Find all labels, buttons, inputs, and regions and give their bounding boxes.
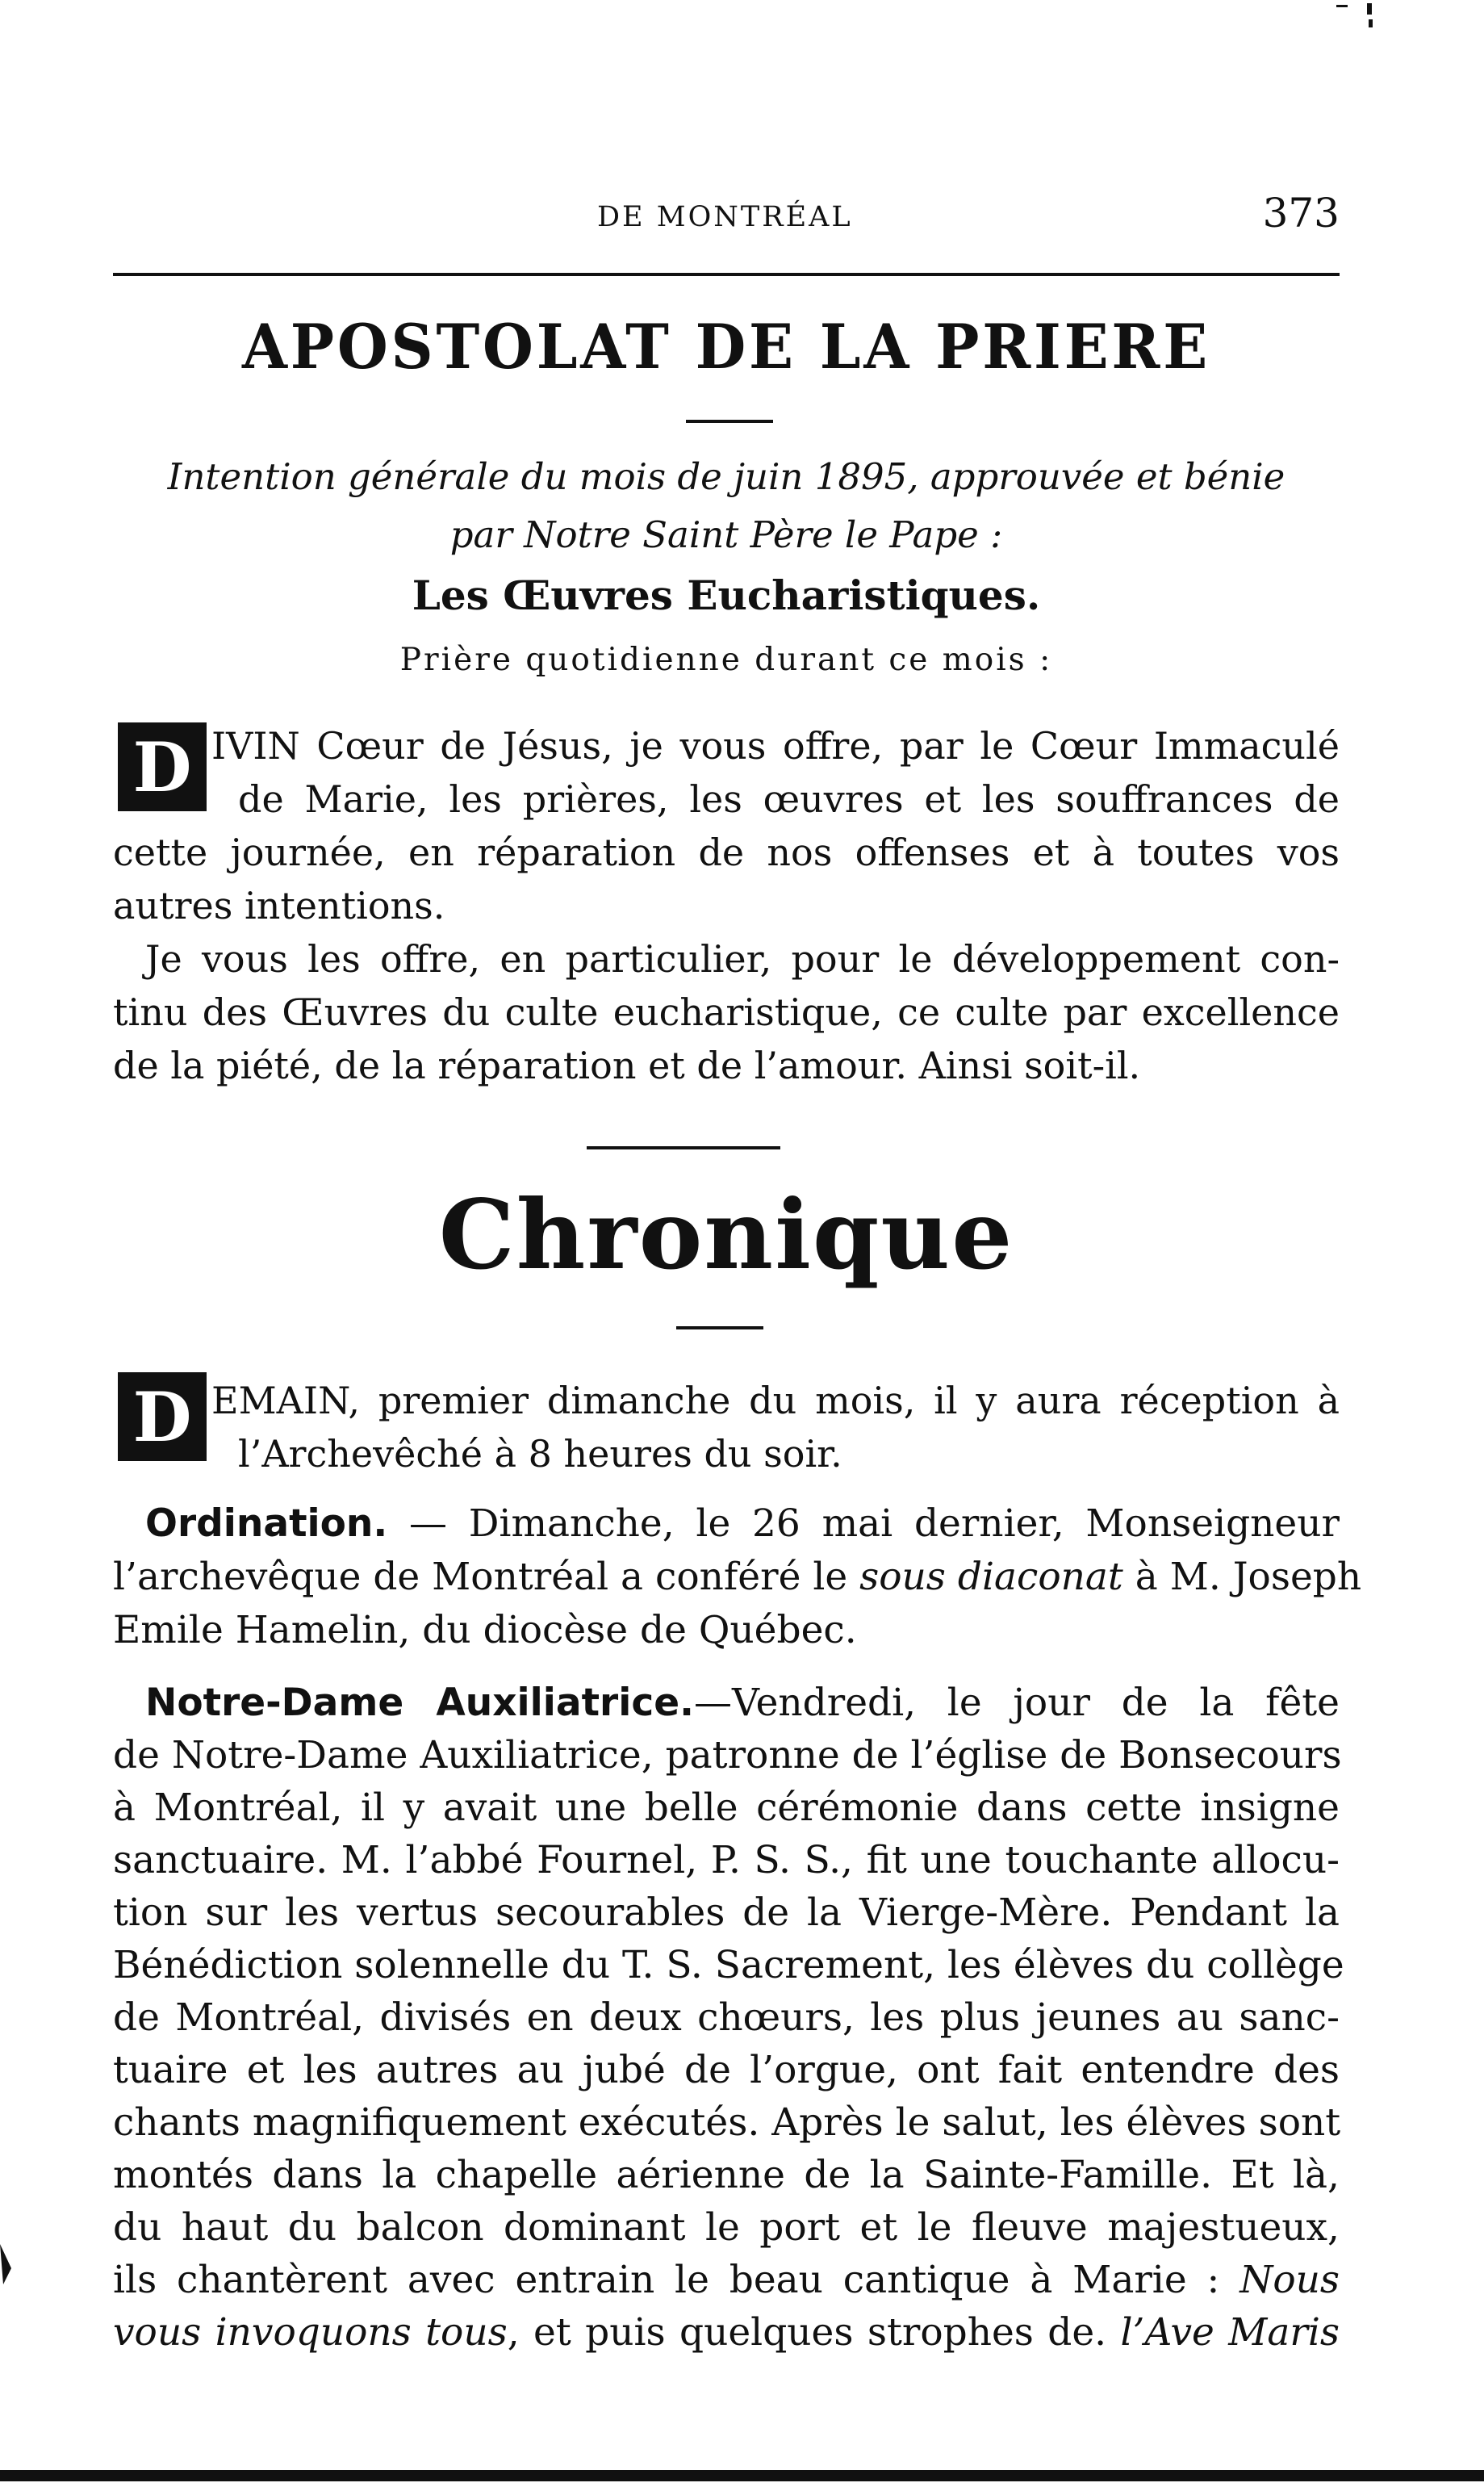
ordination-text: l’archevêque de Montréal a conféré le [113, 1555, 860, 1599]
prayer-line: tinu des Œuvres du culte eucharistique, ce culte par excellence [113, 990, 1340, 1034]
title-rule [676, 1326, 763, 1329]
running-head: DE MONTRÉAL [597, 201, 853, 233]
notre-dame-line: de Notre-Dame Auxiliatrice, patronne de l’église de Bonsecours [113, 1733, 1342, 1777]
header-rule [113, 273, 1340, 276]
notre-dame-line: chants magnifiquement exécutés. Après le salut, les élèves sont [113, 2100, 1341, 2145]
title-rule [686, 420, 773, 423]
demain-line: EMAIN, premier dimanche du mois, il y aura réception à [211, 1379, 1340, 1422]
notre-dame-italic: vous invoquons tous [113, 2310, 508, 2355]
notre-dame-line: de Montréal, divisés en deux chœurs, les plus jeunes au sanc- [113, 1995, 1340, 2040]
prayer-line: IVIN Cœur de Jésus, je vous offre, par le Cœur Immaculé [211, 724, 1340, 768]
notre-dame-line: montés dans la chapelle aérienne de la Sainte-Famille. Et là, [113, 2153, 1340, 2197]
intention-line-2: par Notre Saint Père le Pape : [449, 513, 1003, 556]
prayer-heading: Prière quotidienne durant ce mois : [399, 642, 1053, 678]
prayer-line: Je vous les offre, en particulier, pour le développement con- [145, 937, 1340, 981]
notre-dame-line: du haut du balcon dominant le port et le fleuve majestueux, [113, 2205, 1340, 2250]
notre-dame-italic: l’Ave Maris [1120, 2310, 1340, 2355]
dropcap-divin [118, 722, 207, 811]
section-divider [587, 1146, 780, 1149]
notre-dame-line: tion sur les vertus secourables de la Vierge-Mère. Pendant la [113, 1890, 1340, 1935]
dropcap-letter: D [132, 1376, 192, 1457]
ordination-line-3: Emile Hamelin, du diocèse de Québec. [113, 1608, 857, 1652]
notre-dame-text: ils chantèrent avec entrain le beau cantique à Marie : [113, 2258, 1240, 2302]
notre-dame-heading: Notre-Dame Auxiliatrice. [145, 1681, 694, 1725]
prayer-line: de Marie, les prières, les œuvres et les souffrances de [238, 777, 1340, 821]
page-bottom-edge [0, 2470, 1484, 2481]
prayer-line: de la piété, de la réparation et de l’amour. Ainsi soit-il. [113, 1044, 1141, 1087]
binding-edge-mark [0, 2179, 15, 2487]
prayer-line: autres intentions. [113, 884, 445, 927]
ordination-text: — Dimanche, le 26 mai dernier, Monseigneur [387, 1501, 1340, 1546]
section-title-chronique: Chronique [438, 1179, 1014, 1291]
intention-text [113, 448, 1340, 564]
notre-dame-line-12 [113, 2258, 1340, 2302]
notre-dame-line: Bénédiction solennelle du T. S. Sacrement, les élèves du collège [113, 1943, 1344, 1987]
ordination-heading: Ordination. [145, 1501, 388, 1546]
ordination-italic: sous diaconat [859, 1555, 1123, 1599]
ordination-line-1 [145, 1501, 1340, 1546]
notre-dame-line: à Montréal, il y avait une belle cérémonie dans cette insigne [113, 1786, 1340, 1830]
notre-dame-italic: Nous [1239, 2258, 1340, 2302]
ordination-text: à M. Joseph [1122, 1555, 1362, 1599]
notre-dame-text: , et puis quelques strophes de. [507, 2310, 1121, 2355]
notre-dame-text: —Vendredi, le jour de la fête [693, 1681, 1340, 1725]
notre-dame-line: sanctuaire. M. l’abbé Fournel, P. S. S., fit une touchante allocu- [113, 1838, 1340, 1882]
dropcap-letter: D [132, 726, 192, 807]
demain-line: l’Archevêché à 8 heures du soir. [238, 1432, 842, 1476]
ordination-line-2 [113, 1555, 1362, 1599]
corner-scan-marks [1331, 0, 1380, 32]
dropcap-demain [118, 1372, 207, 1461]
section-title-apostolat: APOSTOLAT DE LA PRIERE [241, 311, 1211, 383]
page-header [113, 190, 1340, 246]
intention-line-1: Intention générale du mois de juin 1895, approuvée et bénie [167, 455, 1285, 498]
notre-dame-line: tuaire et les autres au jubé de l’orgue, ont fait entendre des [113, 2048, 1340, 2092]
page-number: 373 [1262, 190, 1340, 237]
notre-dame-line-1 [145, 1681, 1340, 1725]
notre-dame-line-13 [113, 2310, 1340, 2355]
prayer-line: cette journée, en réparation de nos offenses et à toutes vos [113, 831, 1340, 874]
intention-subject: Les Œuvres Eucharistiques. [412, 572, 1041, 619]
